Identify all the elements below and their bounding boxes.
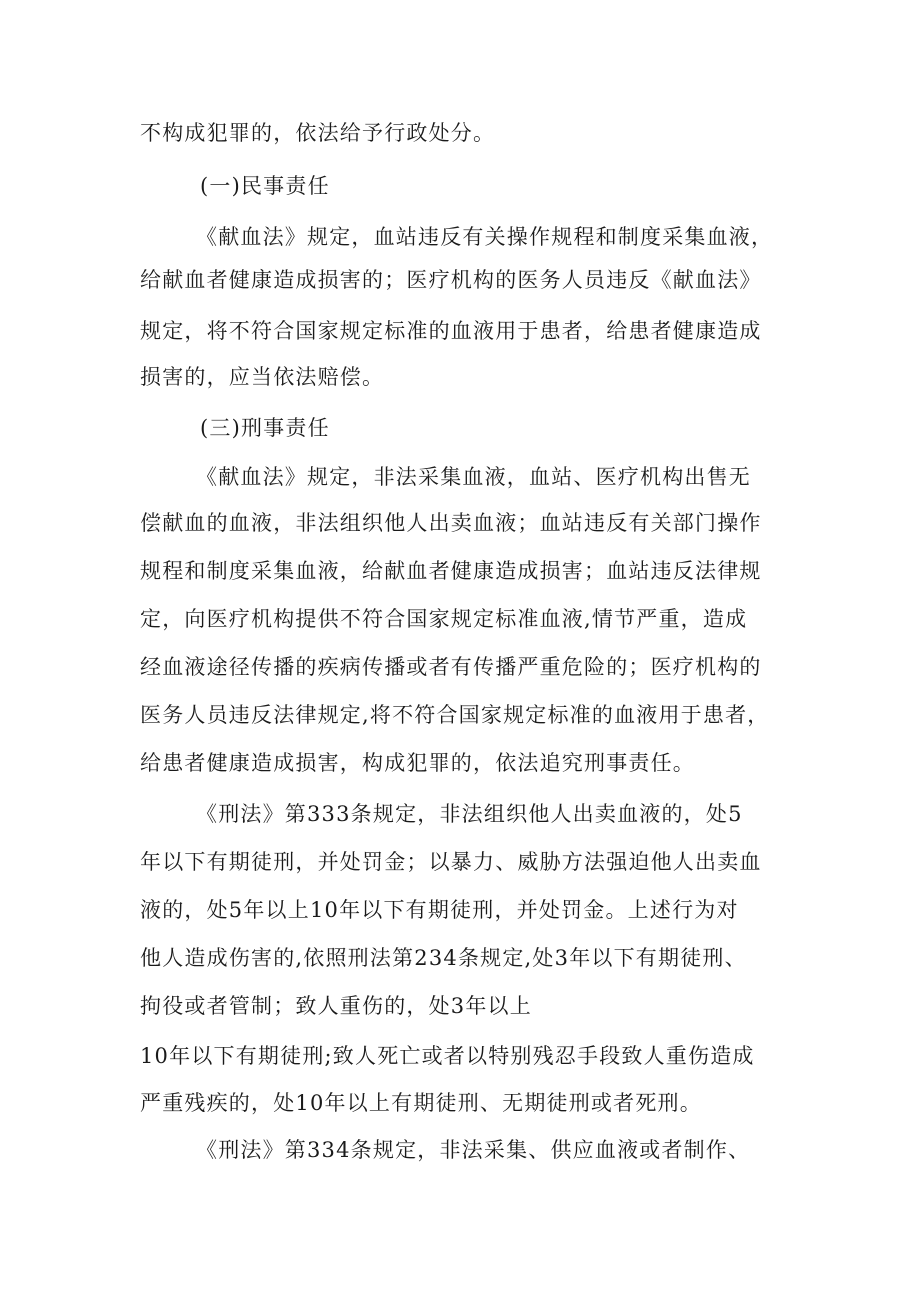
paragraph-line: 《刑法》第333条规定，非法组织他人出卖血液的，处5	[196, 802, 743, 826]
paragraph-line: 年以下有期徒刑，并处罚金；以暴力、威胁方法强迫他人出卖血	[140, 850, 762, 874]
paragraph-line: 液的，处5年以上10年以下有期徒刑，并处罚金。上述行为对	[140, 898, 739, 922]
paragraph-line: 医务人员违反法律规定,将不符合国家规定标准的血液用于患者，	[140, 703, 770, 727]
section-heading-civil-liability: (一)民事责任	[200, 174, 330, 198]
paragraph-line: 损害的，应当依法赔偿。	[140, 365, 385, 389]
paragraph-line: 定，向医疗机构提供不符合国家规定标准血液,情节严重，造成	[140, 607, 748, 631]
paragraph-line: 他人造成伤害的,依照刑法第234条规定,处3年以下有期徒刑、	[140, 946, 747, 970]
paragraph-line: 偿献血的血液，非法组织他人出卖血液；血站违反有关部门操作	[140, 511, 762, 535]
paragraph-line: 规程和制度采集血液，给献血者健康造成损害；血站违反法律规	[140, 559, 762, 583]
paragraph-line: 经血液途径传播的疾病传播或者有传播严重危险的；医疗机构的	[140, 655, 762, 679]
paragraph-line: 不构成犯罪的，依法给予行政处分。	[140, 121, 496, 145]
paragraph-line: 给患者健康造成损害，构成犯罪的，依法追究刑事责任。	[140, 751, 695, 775]
paragraph-line: 给献血者健康造成损害的；医疗机构的医务人员违反《献血法》	[140, 268, 762, 292]
paragraph-line: 拘役或者管制；致人重伤的，处3年以上	[140, 994, 532, 1018]
paragraph-line: 严重残疾的，处10年以上有期徒刑、无期徒刑或者死刑。	[140, 1091, 702, 1115]
paragraph-line: 《献血法》规定，血站违反有关操作规程和制度采集血液，	[196, 225, 774, 249]
paragraph-line: 规定，将不符合国家规定标准的血液用于患者，给患者健康造成	[140, 319, 762, 343]
section-heading-criminal-liability: (三)刑事责任	[200, 416, 330, 440]
paragraph-line: 《刑法》第334条规定，非法采集、供应血液或者制作、	[196, 1138, 751, 1162]
paragraph-line: 《献血法》规定，非法采集血液，血站、医疗机构出售无	[196, 465, 751, 489]
paragraph-line: 10年以下有期徒刑;致人死亡或者以特别残忍手段致人重伤造成	[140, 1044, 755, 1068]
